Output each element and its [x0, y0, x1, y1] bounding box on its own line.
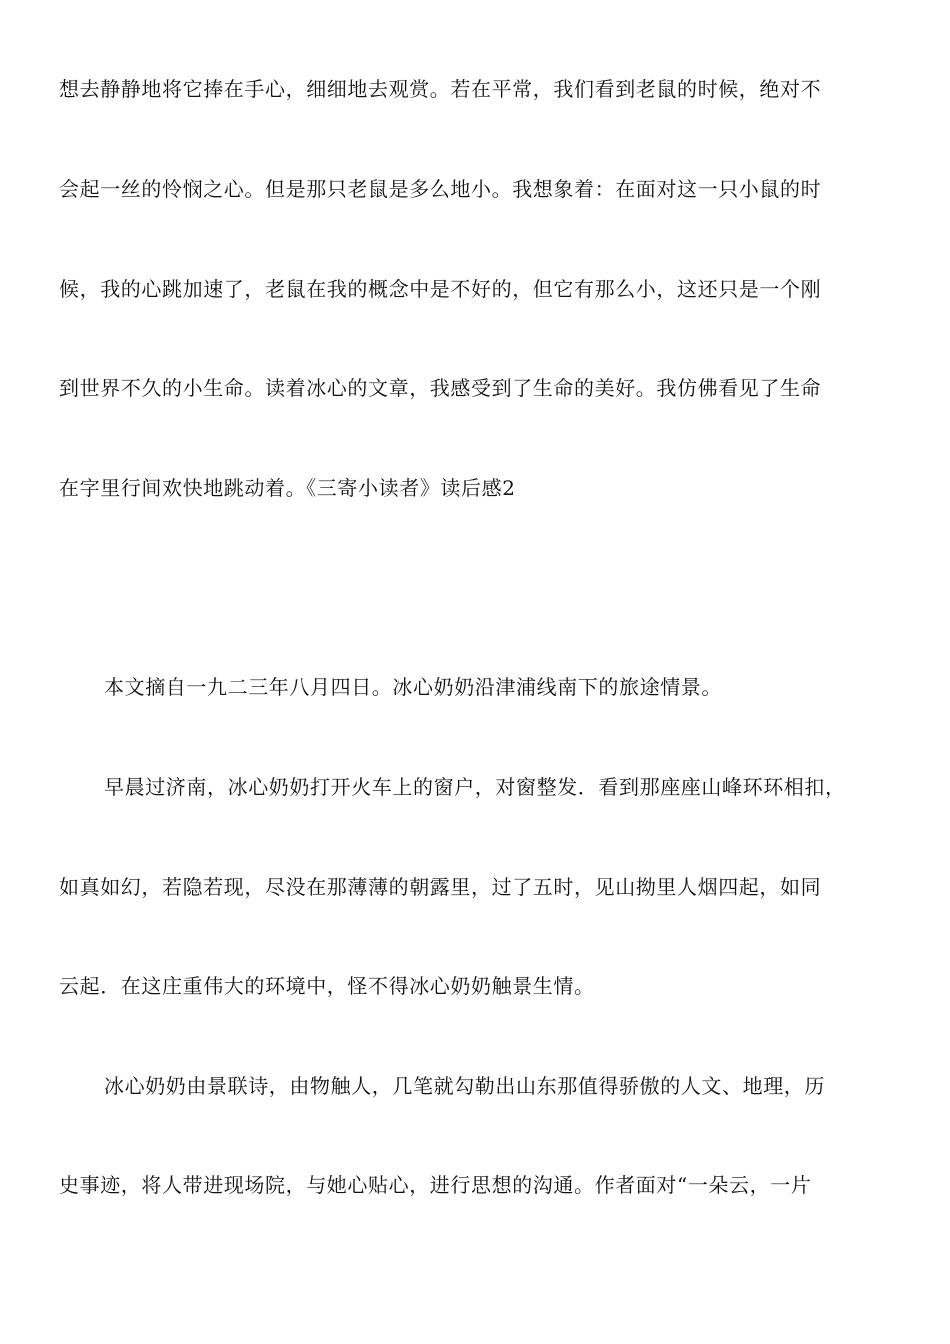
text-line: 史事迹，将人带进现场院，与她心贴心，进行思想的沟通。作者面对“一朵云，一片 — [59, 1173, 812, 1197]
paragraph-first-line: 冰心奶奶由景联诗，由物触人，几笔就勾勒出山东那值得骄傲的人文、地理，历 — [104, 1074, 825, 1098]
text-line: 云起．在这庄重伟大的环境中，怪不得冰心奶奶触景生情。 — [59, 974, 595, 998]
text-line: 候，我的心跳加速了，老鼠在我的概念中是不好的，但它有那么小，这还只是一个刚 — [59, 277, 822, 301]
text-line: 在字里行间欢快地跳动着。《三寄小读者》读后感2 — [59, 476, 516, 500]
text-line: 想去静静地将它捧在手心，细细地去观赏。若在平常，我们看到老鼠的时候，绝对不 — [59, 77, 822, 101]
text-line: 如真如幻，若隐若现，尽没在那薄薄的朝露里，过了五时，见山拗里人烟四起，如同 — [59, 875, 822, 899]
text-line: 到世界不久的小生命。读着冰心的文章，我感受到了生命的美好。我仿佛看见了生命 — [59, 376, 822, 400]
paragraph-first-line: 本文摘自一九二三年八月四日。冰心奶奶沿津浦线南下的旅途情景。 — [104, 675, 722, 699]
paragraph-first-line: 早晨过济南，冰心奶奶打开火车上的窗户，对窗整发．看到那座座山峰环环相扣， — [104, 775, 846, 799]
text-line: 会起一丝的怜悯之心。但是那只老鼠是多么地小。我想象着：在面对这一只小鼠的时 — [59, 177, 822, 201]
